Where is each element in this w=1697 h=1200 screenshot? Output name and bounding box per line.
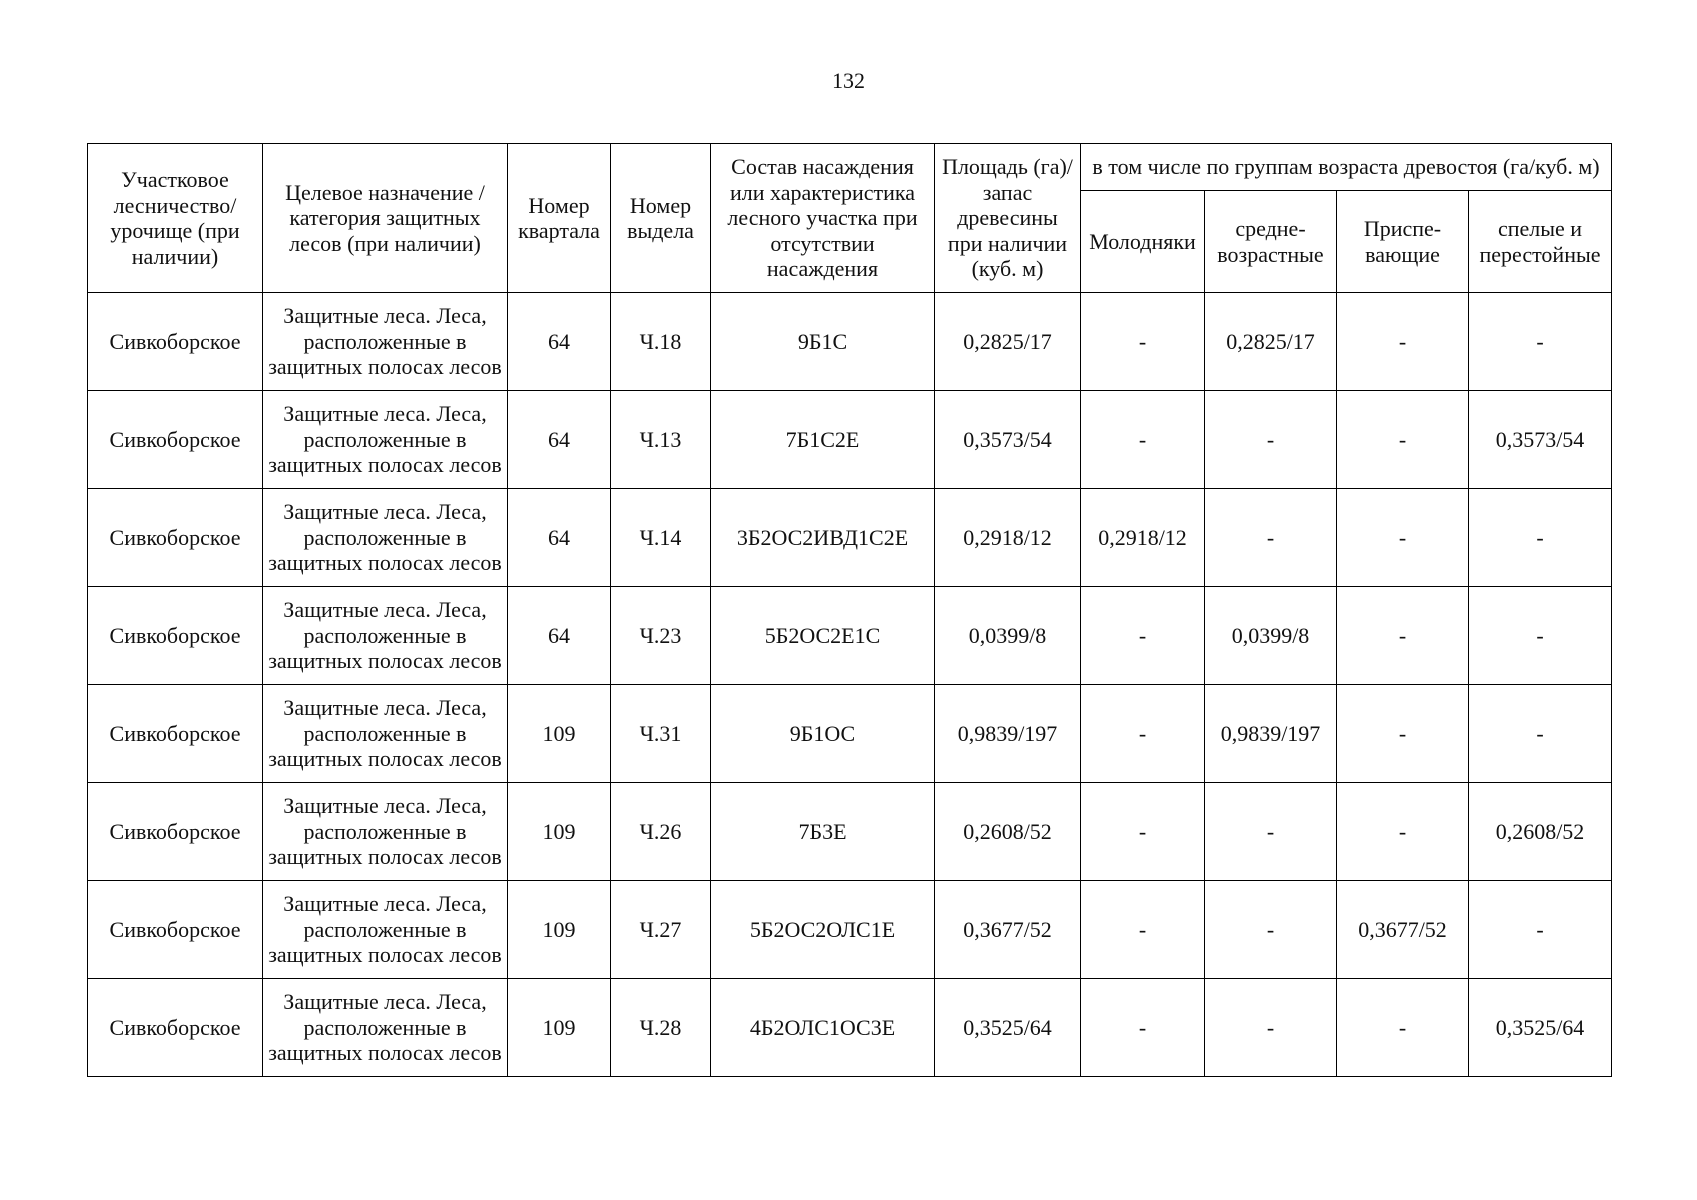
purpose-cell: Защитные леса. Леса, расположенные в защитных полосах лесов [263, 489, 508, 587]
maturing-cell: - [1337, 391, 1469, 489]
quarter-cell: 109 [508, 979, 611, 1077]
header-young: Молодняки [1081, 191, 1205, 293]
area-stock-cell: 0,0399/8 [935, 587, 1081, 685]
maturing-cell: - [1337, 293, 1469, 391]
table-row [88, 489, 1612, 587]
purpose-cell: Защитные леса. Леса, расположенные в защитных полосах лесов [263, 783, 508, 881]
header-area-stock: Площадь (га)/ запас древесины при наличии (куб. м) [935, 144, 1081, 293]
allotment-cell: Ч.28 [611, 979, 711, 1077]
allotment-cell: Ч.23 [611, 587, 711, 685]
quarter-cell: 109 [508, 881, 611, 979]
middle-aged-cell: 0,2825/17 [1205, 293, 1337, 391]
purpose-cell: Защитные леса. Леса, расположенные в защитных полосах лесов [263, 685, 508, 783]
allotment-cell: Ч.18 [611, 293, 711, 391]
page-number: 132 [832, 68, 865, 93]
middle-aged-cell: - [1205, 783, 1337, 881]
mature-cell: - [1469, 881, 1612, 979]
purpose-cell: Защитные леса. Леса, расположенные в защитных полосах лесов [263, 881, 508, 979]
composition-cell: 9Б1С [711, 293, 935, 391]
forestry-cell: Сивкоборское [88, 587, 263, 685]
forestry-cell: Сивкоборское [88, 881, 263, 979]
maturing-cell: - [1337, 489, 1469, 587]
maturing-cell: - [1337, 783, 1469, 881]
area-stock-cell: 0,3525/64 [935, 979, 1081, 1077]
forestry-cell: Сивкоборское [88, 391, 263, 489]
header-purpose: Целевое назначение / категория защитных лесов (при наличии) [263, 144, 508, 293]
young-cell: - [1081, 783, 1205, 881]
header-quarter: Номер квартала [508, 144, 611, 293]
quarter-cell: 64 [508, 587, 611, 685]
young-cell: - [1081, 391, 1205, 489]
composition-cell: 5Б2ОС2Е1С [711, 587, 935, 685]
forestry-cell: Сивкоборское [88, 979, 263, 1077]
header-composition: Состав насаждения или характеристика лесного участка при отсутствии насаждения [711, 144, 935, 293]
young-cell: - [1081, 881, 1205, 979]
mature-cell: 0,3573/54 [1469, 391, 1612, 489]
allotment-cell: Ч.27 [611, 881, 711, 979]
middle-aged-cell: - [1205, 489, 1337, 587]
maturing-cell: 0,3677/52 [1337, 881, 1469, 979]
young-cell: - [1081, 979, 1205, 1077]
maturing-cell: - [1337, 685, 1469, 783]
middle-aged-cell: 0,9839/197 [1205, 685, 1337, 783]
composition-cell: 7Б3Е [711, 783, 935, 881]
quarter-cell: 64 [508, 489, 611, 587]
middle-aged-cell: - [1205, 391, 1337, 489]
forestry-cell: Сивкоборское [88, 685, 263, 783]
mature-cell: - [1469, 587, 1612, 685]
forestry-cell: Сивкоборское [88, 783, 263, 881]
table-row [88, 881, 1612, 979]
forestry-cell: Сивкоборское [88, 293, 263, 391]
young-cell: - [1081, 293, 1205, 391]
table-row [88, 685, 1612, 783]
allotment-cell: Ч.13 [611, 391, 711, 489]
young-cell: - [1081, 587, 1205, 685]
table-row [88, 979, 1612, 1077]
header-forestry: Участковое лесничество/ урочище (при наличии) [88, 144, 263, 293]
maturing-cell: - [1337, 979, 1469, 1077]
mature-cell: - [1469, 685, 1612, 783]
area-stock-cell: 0,9839/197 [935, 685, 1081, 783]
forest-plots-table [87, 143, 1612, 1077]
allotment-cell: Ч.26 [611, 783, 711, 881]
composition-cell: 9Б1ОС [711, 685, 935, 783]
purpose-cell: Защитные леса. Леса, расположенные в защитных полосах лесов [263, 587, 508, 685]
mature-cell: 0,2608/52 [1469, 783, 1612, 881]
maturing-cell: - [1337, 587, 1469, 685]
young-cell: 0,2918/12 [1081, 489, 1205, 587]
middle-aged-cell: 0,0399/8 [1205, 587, 1337, 685]
header-middle-aged: средне- возрастные [1205, 191, 1337, 293]
table-row [88, 391, 1612, 489]
area-stock-cell: 0,3677/52 [935, 881, 1081, 979]
middle-aged-cell: - [1205, 979, 1337, 1077]
composition-cell: 5Б2ОС2ОЛС1Е [711, 881, 935, 979]
header-mature: спелые и перестойные [1469, 191, 1612, 293]
young-cell: - [1081, 685, 1205, 783]
area-stock-cell: 0,2825/17 [935, 293, 1081, 391]
header-row [88, 144, 1612, 191]
composition-cell: 4Б2ОЛС1ОС3Е [711, 979, 935, 1077]
table-body [88, 293, 1612, 1077]
allotment-cell: Ч.14 [611, 489, 711, 587]
area-stock-cell: 0,2608/52 [935, 783, 1081, 881]
table-row [88, 587, 1612, 685]
middle-aged-cell: - [1205, 881, 1337, 979]
quarter-cell: 64 [508, 293, 611, 391]
mature-cell: - [1469, 489, 1612, 587]
table-row [88, 783, 1612, 881]
table-header [88, 144, 1612, 293]
mature-cell: - [1469, 293, 1612, 391]
area-stock-cell: 0,3573/54 [935, 391, 1081, 489]
allotment-cell: Ч.31 [611, 685, 711, 783]
quarter-cell: 109 [508, 783, 611, 881]
quarter-cell: 64 [508, 391, 611, 489]
table-row [88, 293, 1612, 391]
purpose-cell: Защитные леса. Леса, расположенные в защитных полосах лесов [263, 979, 508, 1077]
quarter-cell: 109 [508, 685, 611, 783]
header-age-groups: в том числе по группам возраста древостоя (га/куб. м) [1081, 144, 1612, 191]
header-allotment: Номер выдела [611, 144, 711, 293]
header-maturing: Приспе- вающие [1337, 191, 1469, 293]
purpose-cell: Защитные леса. Леса, расположенные в защитных полосах лесов [263, 391, 508, 489]
forestry-cell: Сивкоборское [88, 489, 263, 587]
purpose-cell: Защитные леса. Леса, расположенные в защитных полосах лесов [263, 293, 508, 391]
mature-cell: 0,3525/64 [1469, 979, 1612, 1077]
area-stock-cell: 0,2918/12 [935, 489, 1081, 587]
composition-cell: 3Б2ОС2ИВД1С2Е [711, 489, 935, 587]
composition-cell: 7Б1С2Е [711, 391, 935, 489]
